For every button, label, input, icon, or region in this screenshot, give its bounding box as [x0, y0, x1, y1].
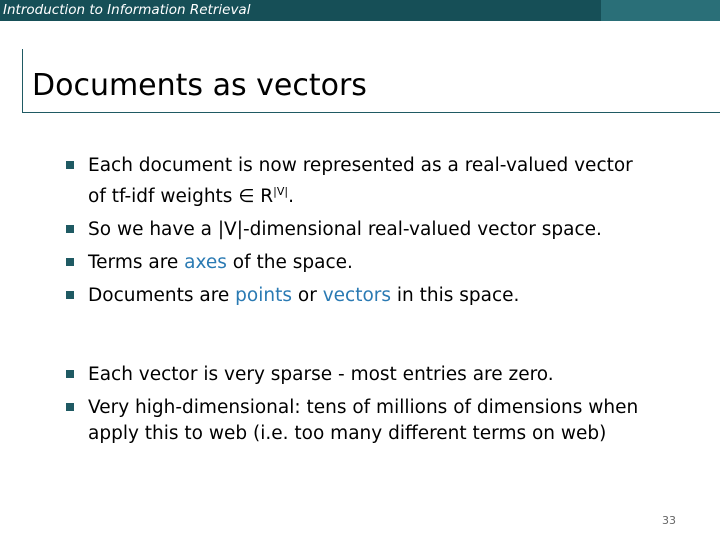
bullet-item: Each vector is very sparse - most entries are zero.	[66, 362, 706, 388]
square-bullet-icon	[66, 403, 74, 411]
square-bullet-icon	[66, 161, 74, 169]
square-bullet-icon	[66, 258, 74, 266]
slide-title: Documents as vectors	[32, 68, 367, 103]
highlight-term: axes	[184, 252, 227, 274]
square-bullet-icon	[66, 225, 74, 233]
header-accent-block	[601, 0, 720, 21]
bullet-list-secondary	[66, 362, 706, 454]
course-title: Introduction to Information Retrieval	[3, 2, 251, 18]
square-bullet-icon	[66, 370, 74, 378]
bullet-item: Documents are points or vectors in this space.	[66, 283, 706, 309]
header-bar	[0, 0, 720, 21]
bullet-item: So we have a |V|-dimensional real-valued vector space.	[66, 217, 706, 243]
highlight-term: points	[235, 285, 292, 307]
page-number: 33	[662, 514, 676, 527]
bullet-item: Very high-dimensional: tens of millions of dimensions when apply this to web (i.e. too many different terms on web)	[66, 395, 706, 447]
bullet-list-primary	[66, 153, 706, 316]
square-bullet-icon	[66, 291, 74, 299]
bullet-item: Each document is now represented as a real-valued vector of tf-idf weights ∈ $R^{|V|}$.	[66, 153, 706, 210]
highlight-term: vectors	[322, 285, 392, 307]
bullet-item: Terms are axes of the space.	[66, 250, 706, 276]
